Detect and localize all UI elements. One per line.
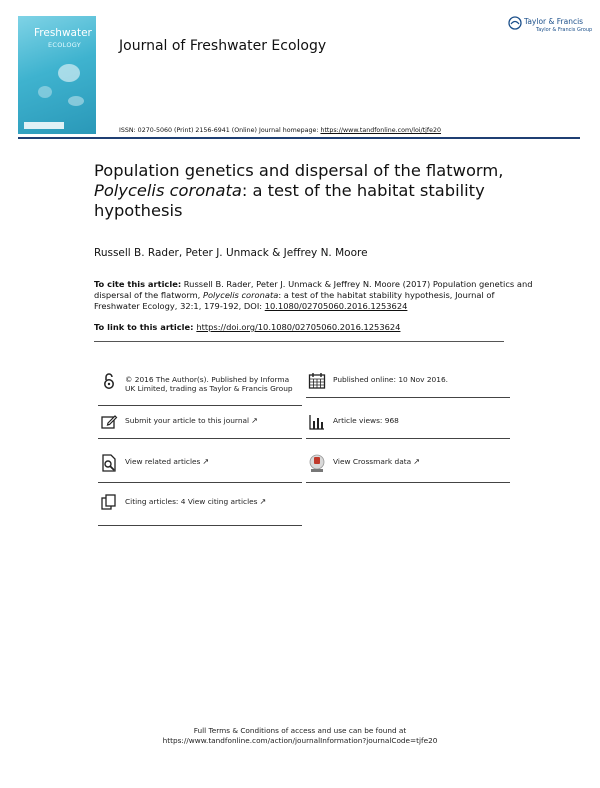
citation-text: : a test of the habitat stability hypothesis, Journal of Freshwater Ecology, 32:1, 179-192, DOI: [94, 290, 495, 311]
article-title-rest: : a test of the habitat stability hypothesis [94, 181, 485, 220]
footer-terms-text: Full Terms & Conditions of access and use can be found at [193, 726, 407, 735]
citing-articles-text: Citing articles: 4 View citing articles [125, 497, 258, 506]
header-divider [18, 137, 580, 139]
related-articles-text: View related articles [125, 457, 201, 466]
external-link-icon: ↗ [413, 457, 420, 466]
footer [100, 726, 500, 746]
open-access-icon [100, 372, 118, 390]
crossmark-icon [308, 454, 326, 472]
crossmark-link[interactable] [333, 457, 508, 466]
citation-block [94, 279, 534, 312]
publisher-group: Taylor & Francis Group [536, 27, 593, 33]
article-title-species: Polycelis coronata [94, 181, 242, 200]
cover-graphic [38, 86, 52, 98]
article-link-line [94, 322, 400, 332]
cover-subtitle: ECOLOGY [48, 41, 82, 49]
article-link[interactable]: https://doi.org/10.1080/02705060.2016.1253624 [196, 322, 401, 332]
article-views: Article views: 968 [333, 416, 399, 425]
box-divider [98, 438, 302, 439]
box-divider [98, 405, 302, 406]
box-divider [98, 482, 302, 483]
link-label: To link to this article: [94, 322, 197, 332]
article-title-line1: Population genetics and dispersal of the flatworm, [94, 161, 504, 180]
article-title [94, 161, 554, 221]
journal-cover [18, 16, 96, 134]
crossmark-text: View Crossmark data [333, 457, 412, 466]
external-link-icon: ↗ [251, 416, 258, 425]
external-link-icon: ↗ [259, 497, 267, 506]
related-articles-link[interactable] [125, 457, 300, 466]
publisher-logo-icon [508, 16, 522, 30]
related-articles-icon [100, 454, 118, 472]
published-date: Published online: 10 Nov 2016. [333, 375, 448, 384]
issn-line [119, 127, 441, 134]
doi-link[interactable]: 10.1080/02705060.2016.1253624 [264, 301, 408, 311]
box-divider [98, 525, 302, 526]
box-divider [306, 397, 510, 398]
cover-graphic [68, 96, 84, 106]
citation-species: Polycelis coronata [202, 290, 279, 300]
cover-graphic [58, 64, 80, 82]
bar-chart-icon [308, 413, 326, 431]
publisher-logo [508, 16, 593, 38]
journal-title: Journal of Freshwater Ecology [119, 38, 327, 54]
link-divider [94, 341, 504, 342]
box-divider [306, 482, 510, 483]
citation-label: To cite this article: [94, 279, 182, 289]
citation-text: Russell B. Rader, Peter J. Unmack & Jeffrey N. Moore (2017) Population genetics and dispersal of the flatworm, [94, 279, 533, 300]
submit-article-text: Submit your article to this journal [125, 416, 250, 425]
cover-publisher-mark [24, 122, 64, 129]
journal-homepage-link[interactable]: https://www.tandfonline.com/loi/tjfe20 [320, 127, 442, 134]
edit-icon [100, 413, 118, 431]
box-divider [306, 438, 510, 439]
calendar-icon [308, 372, 326, 390]
citing-articles-icon [100, 494, 118, 512]
article-authors: Russell B. Rader, Peter J. Unmack & Jeffrey N. Moore [94, 247, 368, 259]
footer-terms-link[interactable]: https://www.tandfonline.com/action/journalInformation?journalCode=tjfe20 [162, 736, 438, 745]
external-link-icon: ↗ [202, 457, 210, 466]
issn-text: ISSN: 0270-5060 (Print) 2156-6941 (Online) Journal homepage: [119, 127, 321, 134]
publisher-name: Taylor & Francis [524, 17, 584, 26]
citing-articles-link[interactable] [125, 497, 300, 506]
submit-article-link[interactable] [125, 416, 300, 425]
cover-title: Freshwater [34, 27, 92, 39]
open-access-text: © 2016 The Author(s). Published by Informa UK Limited, trading as Taylor & Francis Group [125, 375, 293, 393]
